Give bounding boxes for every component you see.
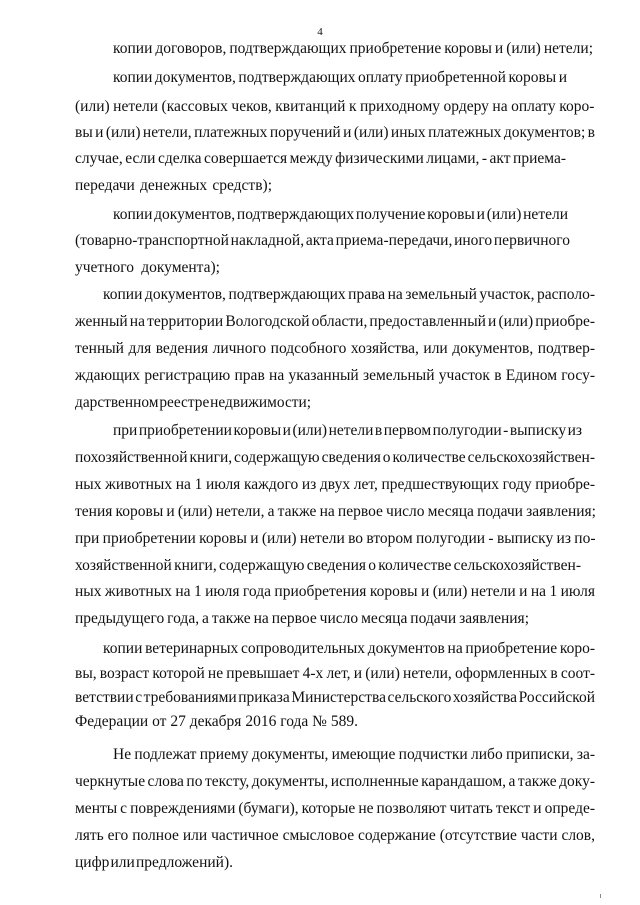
- text-line: ных животных на 1 июля года приобретения коровы и (или) нетели и на 1 июля: [75, 583, 595, 600]
- page-number: 4: [317, 26, 323, 38]
- text-line: ных животных на 1 июля каждого из двух лет, предшествующих году приобре-: [75, 476, 595, 493]
- text-line: похозяйственной книги, содержащую сведения о количестве сельскохозяйствен-: [75, 449, 595, 466]
- text-line: тенный для ведения личного подсобного хозяйства, или документов, подтвер-: [75, 340, 595, 357]
- text-line: предыдущего года, а также на первое число месяца подачи заявления;: [75, 610, 529, 627]
- text-line: менты с повреждениями (бумаги), которые не позволяют читать текст и опреде-: [75, 800, 595, 817]
- text-line: вы, возраст которой не превышает 4-х лет, и (или) нетели, оформленных в соот-: [75, 665, 595, 682]
- text-line: при приобретении коровы и (или) нетели во втором полугодии - выписку из по-: [75, 530, 596, 547]
- text-line: (или) нетели (кассовых чеков, квитанций к приходному ордеру на оплату коро-: [75, 98, 595, 115]
- text-line: тения коровы и (или) нетели, а также на первое число месяца подачи заявления;: [75, 503, 596, 520]
- text-line: копии ветеринарных сопроводительных документов на приобретение коро-: [103, 640, 595, 657]
- text-line: при приобретении коровы и (или) нетели в первом полугодии - выписку из: [113, 422, 582, 439]
- text-line: черкнутые слова по тексту, документы, исполненные карандашом, а также доку-: [75, 773, 595, 790]
- text-line: ветствии с требованиями приказа Министерства сельского хозяйства Российской: [75, 689, 595, 706]
- text-line: Федерации от 27 декабря 2016 года № 589.: [75, 713, 358, 730]
- text-line: женный на территории Вологодской области, предоставленный и (или) приобре-: [75, 313, 595, 330]
- text-line: учетного документа);: [75, 259, 220, 276]
- text-line: вы и (или) нетели, платежных поручений и (или) иных платежных документов; в: [75, 124, 595, 141]
- text-line: копии документов, подтверждающих оплату приобретенной коровы и: [113, 69, 567, 86]
- text-line: лять его полное или частичное смысловое содержание (отсутствие части слов,: [75, 827, 595, 844]
- text-line: копии документов, подтверждающих получение коровы и (или) нетели: [113, 206, 568, 223]
- text-line: (товарно-транспортной накладной, акта приема-передачи, иного первичного: [75, 232, 570, 249]
- text-line: копии документов, подтверждающих права на земельный участок, располо-: [103, 286, 595, 303]
- text-line: передачи денежных средств);: [75, 177, 272, 194]
- text-line: цифр или предложений).: [75, 854, 233, 871]
- text-line: дарственном реестре недвижимости;: [75, 394, 311, 411]
- text-line: Не подлежат приему документы, имеющие подчистки либо приписки, за-: [113, 746, 595, 763]
- text-line: случае, если сделка совершается между физическими лицами, - акт приема-: [75, 150, 566, 167]
- text-line: ждающих регистрацию прав на указанный земельный участок в Едином госу-: [75, 367, 595, 384]
- scan-mark: [600, 894, 601, 898]
- text-line: хозяйственной книги, содержащую сведения о количестве сельскохозяйствен-: [75, 557, 581, 574]
- text-line: копии договоров, подтверждающих приобретение коровы и (или) нетели;: [113, 40, 593, 57]
